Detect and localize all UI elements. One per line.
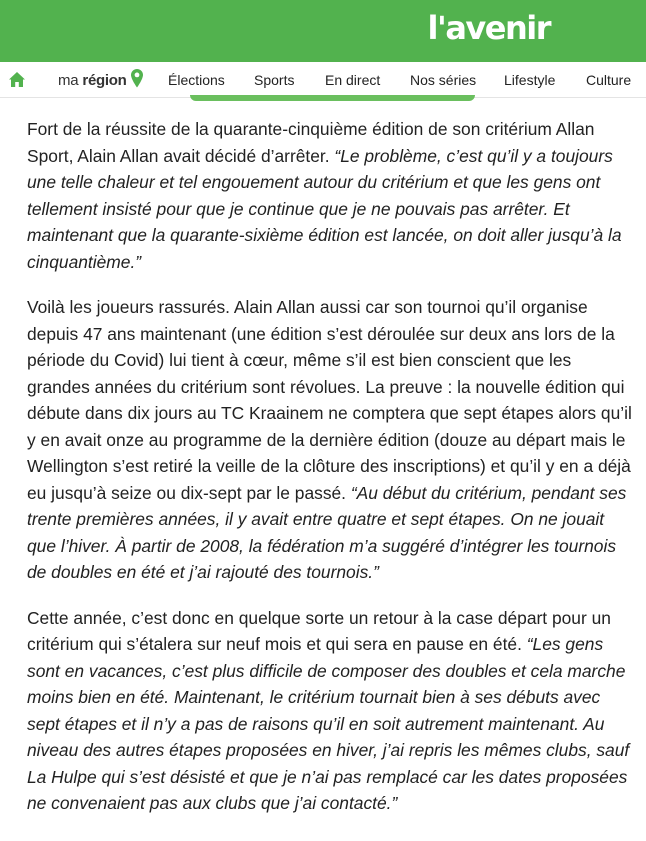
nav-item-nos-series[interactable]: Nos séries [410, 72, 477, 88]
site-logo[interactable]: l'avenir [427, 9, 550, 47]
ma-region-link[interactable] [58, 69, 143, 91]
paragraph-text: Voilà les joueurs rassurés. Alain Allan aussi car son tournoi qu’il organise depuis 47 ans maintenant (une édition s’est déroulée sur deux ans lors de la période du Covid) lui tient à cœur, même s’il est bien conscient que les grandes années du critérium sont révolues. La preuve : la nouvelle édition qui débute dans dix jours au TC Kraainem ne comptera que sept étapes alors qu’il y en avait onze au programme de la dernière édition (douze au départ mais le Wellington s’est retiré la veille de la clôture des inscriptions) et qu’il y en a déjà eu jusqu’à seize ou dix-sept par le passé. [27, 297, 632, 503]
main-navigation [0, 62, 646, 98]
top-header-bar [0, 0, 646, 62]
paragraph-quote: “Le problème, c’est qu’il y a toujours une telle chaleur et tel engouement autour du critérium et que les gens ont tellement insisté pour que je continue que je ne pouvais pas arrêter. Et maintenant que la quarante-sixième édition est lancée, on doit aller jusqu’à la cinquantième.” [27, 145, 622, 272]
nav-item-elections[interactable]: Élections [168, 72, 225, 88]
nav-item-sports[interactable]: Sports [254, 72, 295, 88]
location-pin-icon [131, 69, 143, 94]
nav-item-en-direct[interactable]: En direct [325, 72, 381, 88]
ma-region-prefix: ma [58, 72, 79, 89]
paragraph-text: Fort de la réussite de la quarante-cinquième édition de son critérium Allan Sport, Alain Allan avait décidé d’arrêter. [27, 119, 595, 166]
article-paragraph-2 [27, 294, 637, 586]
home-icon[interactable] [8, 71, 26, 88]
paragraph-text: Cette année, c’est donc en quelque sorte un retour à la case départ pour un critérium qui s’étalera sur neuf mois et qui sera en pause en été. [27, 607, 611, 654]
paragraph-quote: “Au début du critérium, pendant ses trente premières années, il y avait entre quatre et sept étapes. On ne jouait que l’hiver. À partir de 2008, la fédération m’a suggéré d’intégrer les tournois de doubles en été et j’ai rajouté des tournois.” [27, 482, 627, 582]
ma-region-main: région [82, 72, 127, 89]
article-paragraph-3 [27, 605, 637, 817]
paragraph-quote: “Les gens sont en vacances, c’est plus difficile de composer des doubles et cela marche moins bien en été. Maintenant, le critérium tournait bien à ses débuts avec sept étapes et il n’y a pas de raisons qu’il en soit autrement maintenant. Au niveau des autres étapes proposées en hiver, j’ai repris les mêmes clubs, sauf La Hulpe qui s’est désisté et que je n’ai pas remplacé car les dates proposées ne convenaient pas aux clubs que j’ai contacté.” [27, 634, 630, 813]
nav-item-culture[interactable]: Culture [586, 72, 632, 88]
article-paragraph-1 [27, 116, 637, 275]
banner-edge [190, 95, 475, 101]
article-body [27, 116, 637, 836]
nav-item-lifestyle[interactable]: Lifestyle [504, 72, 556, 88]
